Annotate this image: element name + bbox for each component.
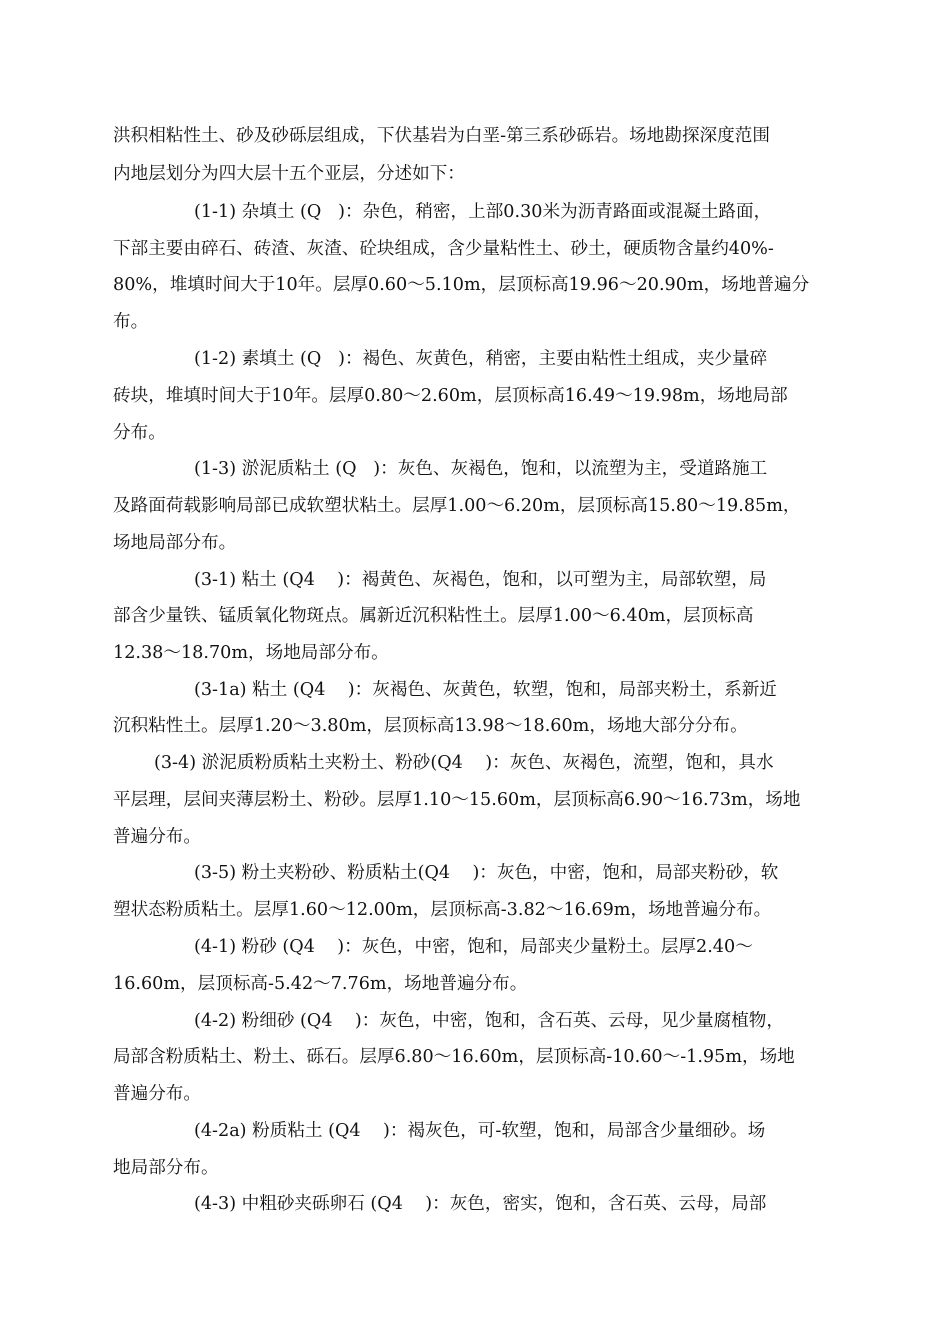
text-line: 局部含粉质粘土、粉土、砾石。层厚6.80～16.60m，层顶标高-10.60～-1.95m，场地 — [113, 1047, 795, 1067]
text-line: (4-3) 中粗砂夹砾卵石 (Q4 )：灰色，密实，饱和，含石英、云母，局部 — [194, 1194, 767, 1214]
text-line: (1-2) 素填土 (Q )：褐色、灰黄色，稍密，主要由粘性土组成，夹少量碎 — [194, 349, 768, 369]
text-line: 普遍分布。 — [113, 1084, 201, 1104]
text-line: 下部主要由碎石、砖渣、灰渣、砼块组成，含少量粘性土、砂土，硬质物含量约40%- — [113, 239, 774, 259]
text-line: 及路面荷载影响局部已成软塑状粘土。层厚1.00～6.20m，层顶标高15.80～19.85m， — [113, 496, 801, 516]
text-line: 16.60m，层顶标高-5.42～7.76m，场地普遍分布。 — [113, 974, 528, 994]
text-line: 80%，堆填时间大于10年。层厚0.60～5.10m，层顶标高19.96～20.90m，场地普遍分 — [113, 275, 810, 295]
text-line: (3-1) 粘土 (Q4 )：褐黄色、灰褐色，饱和，以可塑为主，局部软塑，局 — [194, 570, 767, 590]
text-line: (4-2) 粉细砂 (Q4 )：灰色，中密，饱和，含石英、云母，见少量腐植物， — [194, 1011, 784, 1031]
text-line: (1-3) 淤泥质粘土 (Q )：灰色、灰褐色，饱和，以流塑为主，受道路施工 — [194, 459, 768, 479]
text-line: 场地局部分布。 — [113, 533, 237, 553]
text-line: 部含少量铁、锰质氧化物斑点。属新近沉积粘性土。层厚1.00～6.40m，层顶标高 — [113, 606, 754, 626]
text-line: 洪积相粘性土、砂及砂砾层组成，下伏基岩为白垩-第三系砂砾岩。场地勘探深度范围 — [113, 126, 770, 146]
text-line: 分布。 — [113, 423, 166, 443]
text-line: (4-1) 粉砂 (Q4 )：灰色，中密，饱和，局部夹少量粉土。层厚2.40～ — [194, 937, 753, 957]
text-line: (3-5) 粉土夹粉砂、粉质粘土(Q4 )：灰色，中密，饱和，局部夹粉砂，软 — [194, 863, 779, 883]
text-line: 地局部分布。 — [113, 1158, 219, 1178]
text-line: (3-1a) 粘土 (Q4 )：灰褐色、灰黄色，软塑，饱和，局部夹粉土，系新近 — [194, 680, 777, 700]
text-line: 内地层划分为四大层十五个亚层，分述如下： — [113, 164, 465, 184]
text-line: (1-1) 杂填土 (Q )：杂色，稍密，上部0.30米为沥青路面或混凝土路面， — [194, 202, 772, 222]
text-line: 普遍分布。 — [113, 827, 201, 847]
text-line: 12.38～18.70m，场地局部分布。 — [113, 643, 389, 663]
text-line: 砖块，堆填时间大于10年。层厚0.80～2.60m，层顶标高16.49～19.98m，场地局部 — [113, 386, 788, 406]
text-line: (4-2a) 粉质粘土 (Q4 )：褐灰色，可-软塑，饱和，局部含少量细砂。场 — [194, 1121, 766, 1141]
text-line: 塑状态粉质粘土。层厚1.60～12.00m，层顶标高-3.82～16.69m，场地普遍分布。 — [113, 900, 772, 920]
text-line: 平层理，层间夹薄层粉土、粉砂。层厚1.10～15.60m，层顶标高6.90～16.73m，场地 — [113, 790, 801, 810]
text-line: (3-4) 淤泥质粉质粘土夹粉土、粉砂(Q4 )：灰色、灰褐色，流塑，饱和，具水 — [154, 753, 774, 773]
text-line: 布。 — [113, 312, 149, 332]
text-line: 沉积粘性土。层厚1.20～3.80m，层顶标高13.98～18.60m，场地大部分分布。 — [113, 716, 748, 736]
